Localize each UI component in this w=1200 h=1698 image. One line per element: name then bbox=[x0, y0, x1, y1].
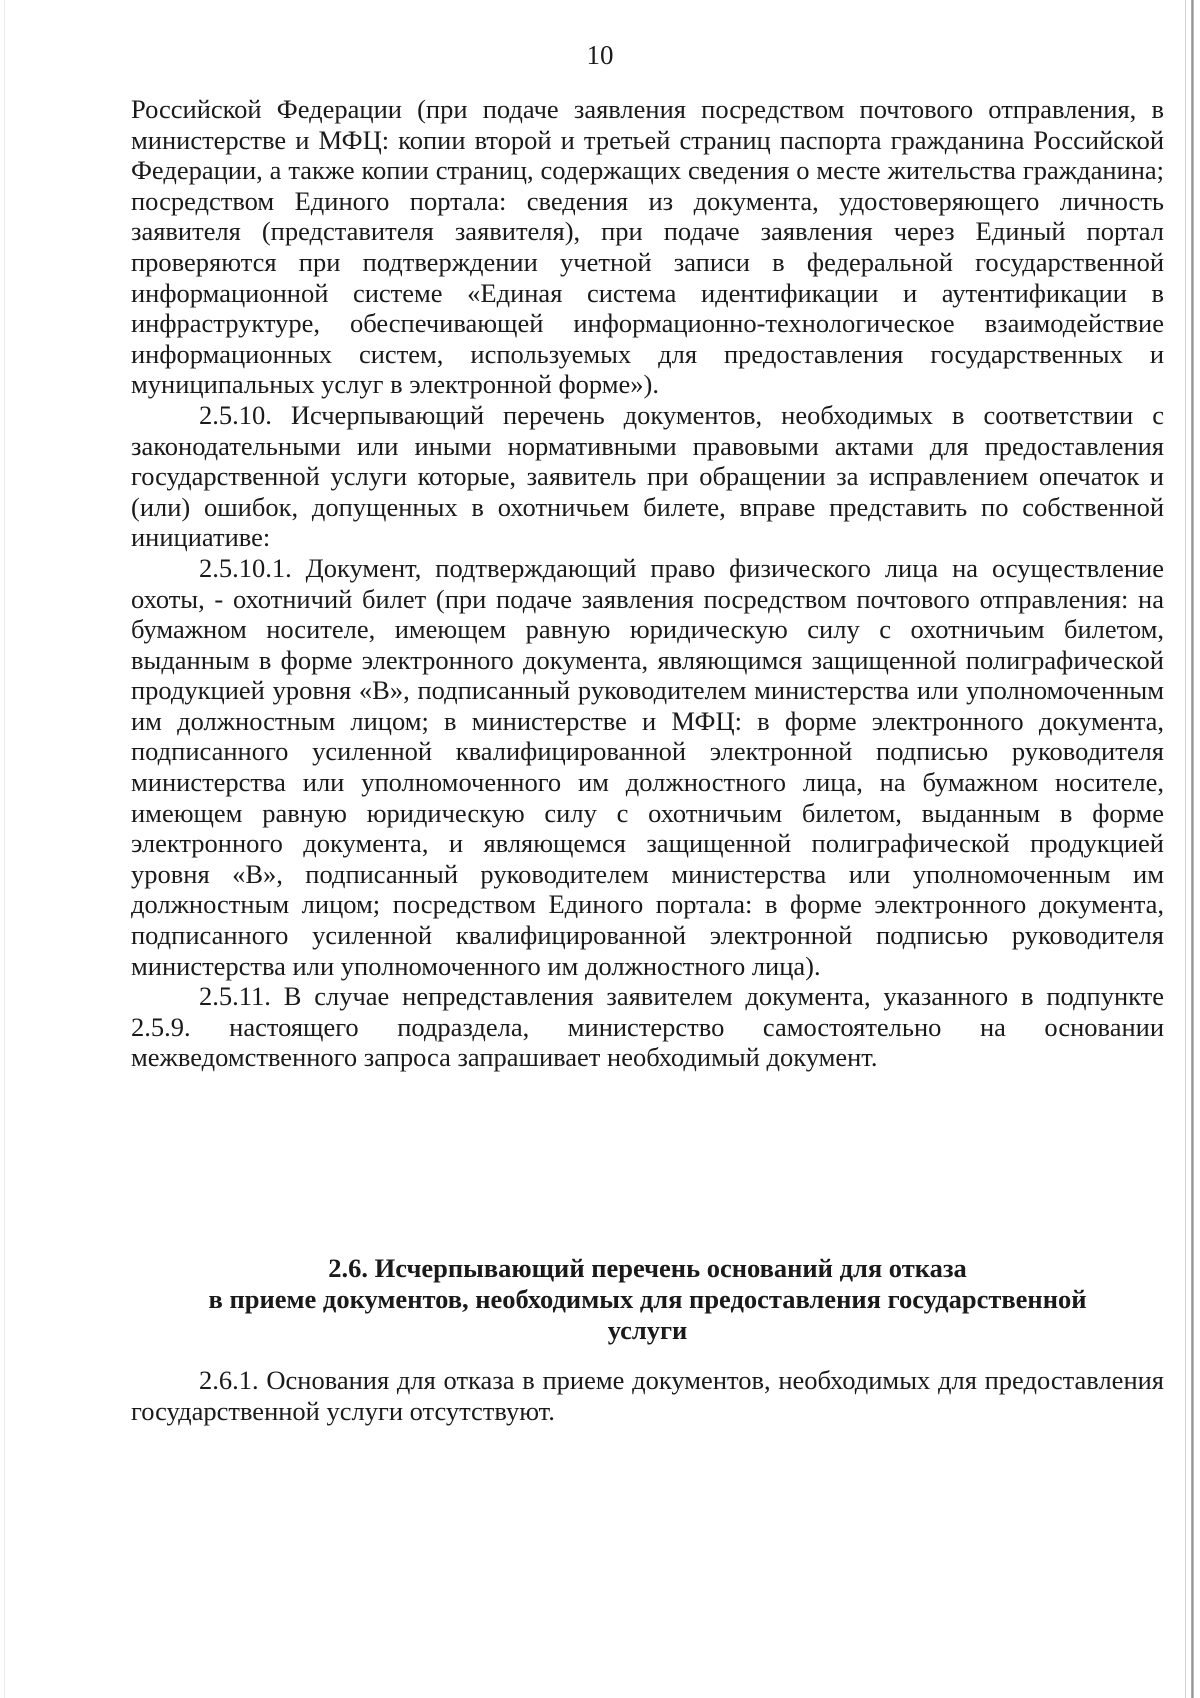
scan-right-edge bbox=[1191, 0, 1194, 1698]
paragraph-2-5-10-1: 2.5.10.1. Документ, подтверждающий право физического лица на осуществление охоты, - охотничий билет (при подаче заявления посредством почтового отправления: на бумажном носителе, имеющем равную юридическую силу с охотничьим билетом, выданным в форме электронного документа, являющимся защищенной полиграфической продукцией уровня «В», подписанный руководителем министерства или уполномоченным им должностным лицом; в министерстве и МФЦ: в форме электронного документа, подписанного усиленной квалифицированной электронной подписью руководителя министерства или уполномоченного им должностного лица, на бумажном носителе, имеющем равную юридическую силу с охотничьим билетом, выданным в форме электронного документа, и являющемся защищенной полиграфической продукцией уровня «В», подписанный руководителем министерства или уполномоченным им должностным лицом; посредством Единого портала: в форме электронного документа, подписанного усиленной квалифицированной электронной подписью руководителя министерства или уполномоченного им должностного лица). bbox=[131, 552, 1164, 981]
section-heading-line-3: услуги bbox=[607, 1315, 688, 1345]
section-heading-line-2: в приеме документов, необходимых для предоставления государственной bbox=[208, 1284, 1087, 1314]
paragraph-2-5-10: 2.5.10. Исчерпывающий перечень документов, необходимых в соответствии с законодательными или иными нормативными правовыми актами для предоставления государственной услуги которые, заявитель при обращении за исправлением опечаток и (или) ошибок, допущенных в охотничьем билете, вправе представить по собственной инициативе: bbox=[131, 399, 1164, 553]
paragraph-2-5-11: 2.5.11. В случае непредставления заявителем документа, указанного в подпункте 2.5.9. настоящего подраздела, министерство самостоятельно на основании межведомственного запроса запрашивает необходимый документ. bbox=[131, 981, 1164, 1073]
section-heading bbox=[131, 1253, 1164, 1346]
body-text bbox=[131, 94, 1164, 1073]
page-number: 10 bbox=[586, 40, 614, 70]
final-text bbox=[131, 1365, 1164, 1426]
scan-left-edge bbox=[4, 0, 5, 1698]
paragraph-2-6-1: 2.6.1. Основания для отказа в приеме документов, необходимых для предоставления государственной услуги отсутствуют. bbox=[131, 1365, 1164, 1426]
paragraph-continuation: Российской Федерации (при подаче заявления посредством почтового отправления, в министерстве и МФЦ: копии второй и третьей страниц паспорта гражданина Российской Федерации, а также копии страниц, содержащих сведения о месте жительства гражданина; посредством Единого портала: сведения из документа, удостоверяющего личность заявителя (представителя заявителя), при подаче заявления через Единый портал проверяются при подтверждении учетной записи в федеральной государственной информационной системе «Единая система идентификации и аутентификации в инфраструктуре, обеспечивающей информационно-технологическое взаимодействие информационных систем, используемых для предоставления государственных и муниципальных услуг в электронной форме»). bbox=[131, 94, 1164, 400]
section-heading-line-1: 2.6. Исчерпывающий перечень оснований для отказа bbox=[328, 1253, 967, 1283]
scan-right-edge-thin bbox=[1185, 0, 1186, 1698]
